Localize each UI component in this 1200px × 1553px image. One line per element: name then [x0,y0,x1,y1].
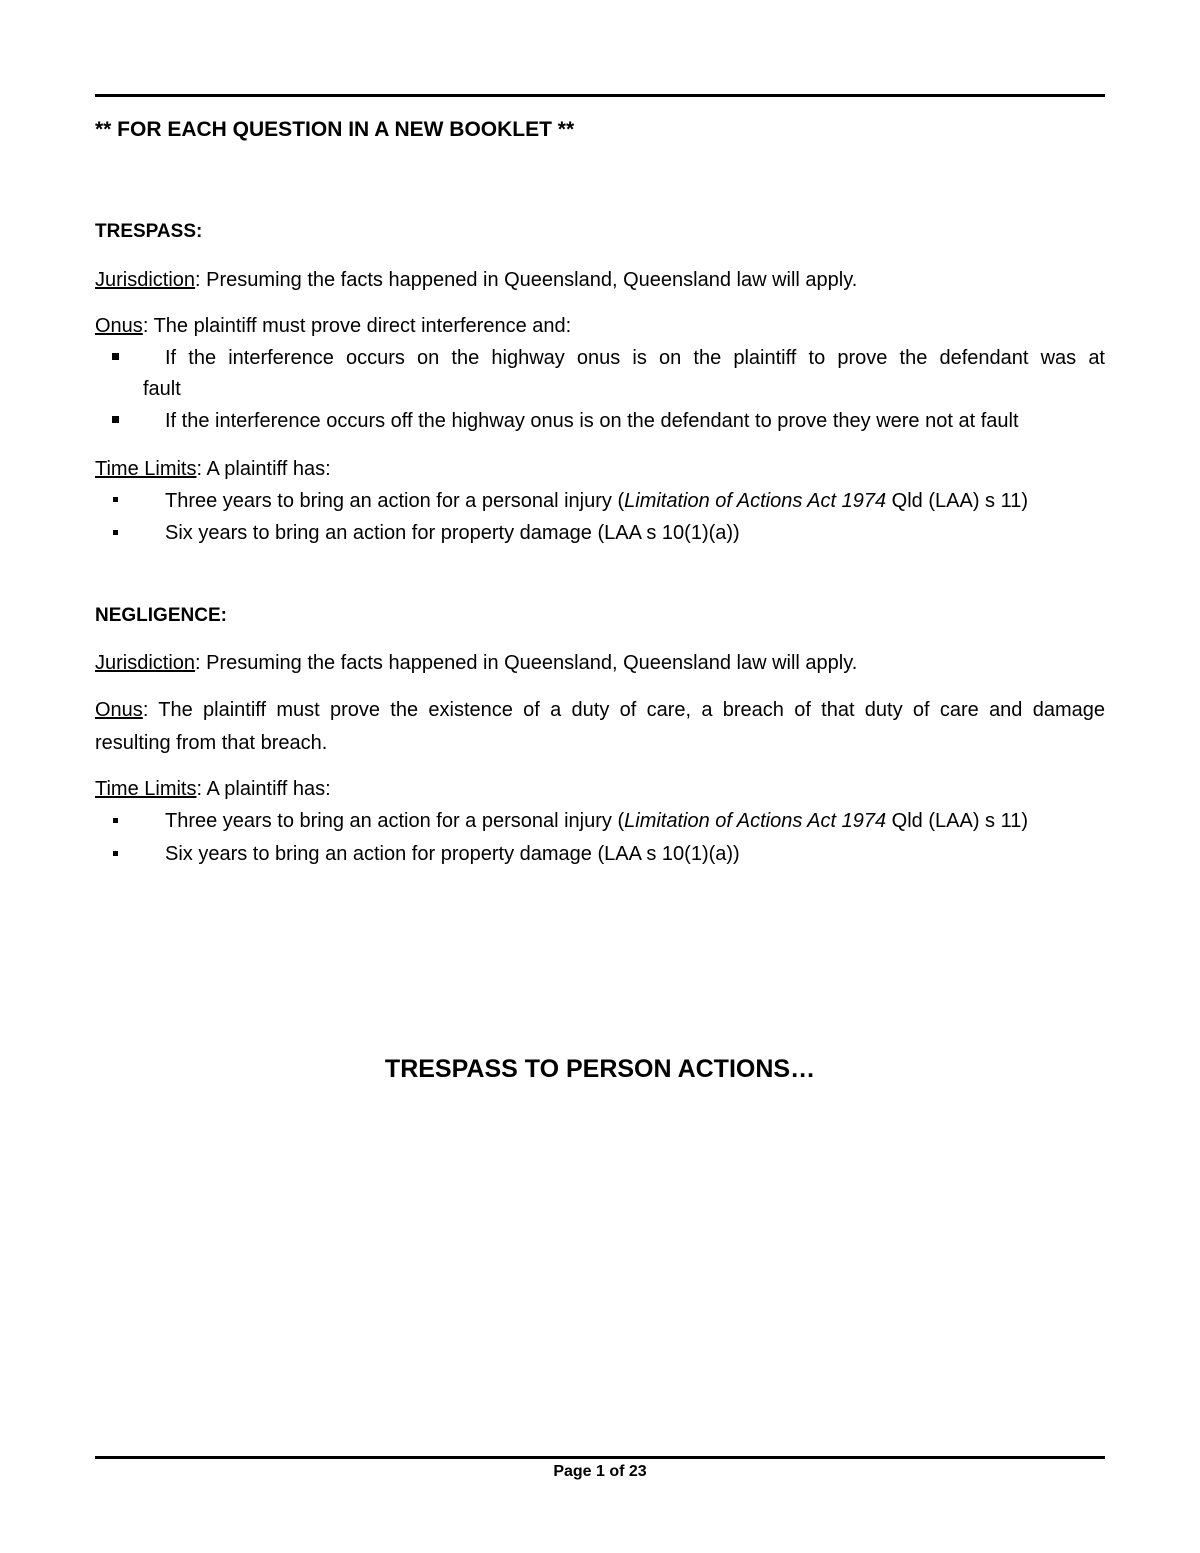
time-bullet-1-post: Qld (LAA) s 11) [886,490,1029,512]
trespass-onus-bullet-1: If the interference occurs on the highway onus is on the plaintiff to prove the defendant was at [165,347,1105,369]
header-note: ** FOR EACH QUESTION IN A NEW BOOKLET ** [95,118,575,141]
bullet-icon [112,353,119,360]
bullet-icon [113,497,118,502]
trespass-onus [95,314,571,338]
section-title: TRESPASS TO PERSON ACTIONS… [384,1055,816,1083]
act-title: Limitation of Actions Act 1974 [624,810,887,832]
page-number: Page 1 of 23 [553,1463,647,1480]
bullet-icon [113,818,118,823]
trespass-onus-bullet-2: If the interference occurs off the highway onus is on the defendant to prove they were not at fault [165,410,1019,432]
onus-text: : The plaintiff must prove the existence of a duty of care, a breach of that duty of care and damage [142,699,1105,721]
negligence-onus [95,698,1105,722]
trespass-time-limits [95,457,331,481]
time-limits-text: : A plaintiff has: [196,458,331,480]
header-rule [95,94,1105,97]
time-limits-text: : A plaintiff has: [196,778,331,800]
time-bullet-1-pre: Three years to bring an action for a personal injury ( [165,490,625,512]
act-title: Limitation of Actions Act 1974 [624,490,887,512]
bullet-icon [112,416,119,423]
time-bullet-1-pre: Three years to bring an action for a personal injury ( [165,810,625,832]
negligence-onus-cont: resulting from that breach. [95,732,328,754]
onus-text: : The plaintiff must prove direct interference and: [142,315,572,337]
onus-label: Onus [95,315,143,337]
trespass-onus-bullet-1-cont: fault [143,378,181,400]
trespass-jurisdiction [95,268,857,292]
negligence-time-limits [95,777,331,801]
trespass-time-bullet-1 [165,489,1028,513]
bullet-icon [113,530,118,535]
negligence-time-bullet-1 [165,809,1028,833]
bullet-icon [113,851,118,856]
jurisdiction-text: : Presuming the facts happened in Queensland, Queensland law will apply. [195,652,858,674]
negligence-jurisdiction [95,651,857,675]
jurisdiction-label: Jurisdiction [95,269,196,291]
footer-rule [95,1456,1105,1459]
trespass-time-bullet-2: Six years to bring an action for property damage (LAA s 10(1)(a)) [165,522,740,544]
negligence-time-bullet-2: Six years to bring an action for property damage (LAA s 10(1)(a)) [165,843,740,865]
trespass-heading: TRESPASS: [95,221,203,242]
jurisdiction-text: : Presuming the facts happened in Queensland, Queensland law will apply. [195,269,858,291]
jurisdiction-label: Jurisdiction [95,652,196,674]
onus-label: Onus [95,699,143,721]
time-limits-label: Time Limits [95,458,197,480]
time-limits-label: Time Limits [95,778,197,800]
time-bullet-1-post: Qld (LAA) s 11) [886,810,1029,832]
negligence-heading: NEGLIGENCE: [95,605,227,626]
